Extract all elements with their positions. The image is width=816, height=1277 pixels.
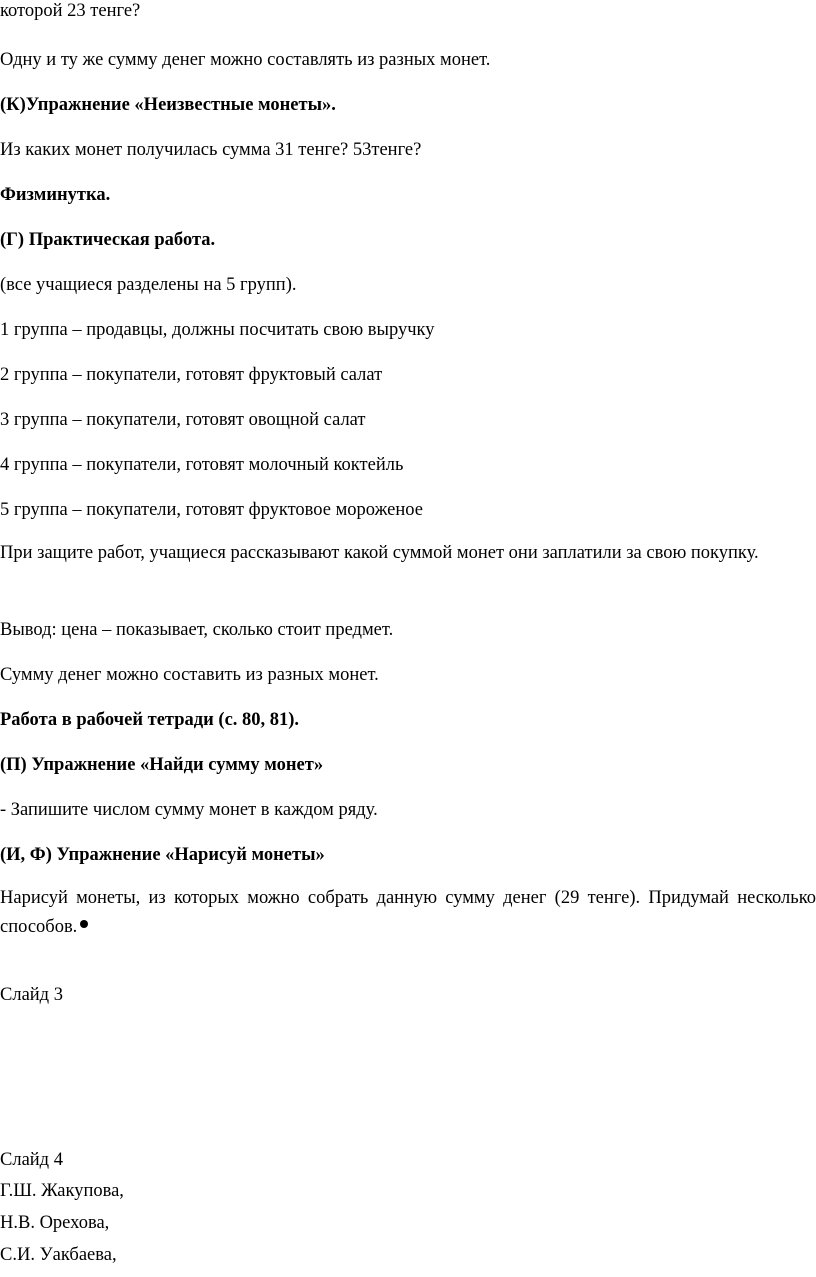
text-line: - Запишите числом сумму монет в каждом ряду. bbox=[0, 800, 378, 820]
bullet-icon bbox=[80, 920, 88, 928]
list-item: 2 группа – покупатели, готовят фруктовый салат bbox=[0, 365, 383, 385]
text-line: которой 23 тенге? bbox=[0, 1, 141, 21]
text-line: Сумму денег можно составить из разных монет. bbox=[0, 665, 379, 685]
section-heading: Физминутка. bbox=[0, 185, 111, 205]
section-heading: (Г) Практическая работа. bbox=[0, 230, 216, 250]
author-name: Г.Ш. Жакупова, bbox=[0, 1181, 124, 1201]
author-name: С.И. Уакбаева, bbox=[0, 1245, 117, 1265]
slide-label: Слайд 3 bbox=[0, 985, 63, 1005]
exercise-heading: (И, Ф) Упражнение «Нарисуй монеты» bbox=[0, 845, 325, 865]
exercise-heading: (П) Упражнение «Найди сумму монет» bbox=[0, 755, 324, 775]
list-item: 5 группа – покупатели, готовят фруктовое мороженое bbox=[0, 500, 423, 520]
paragraph-text: Нарисуй монеты, из которых можно собрать данную сумму денег (29 тенге). Придумай несколько способов. bbox=[0, 888, 816, 937]
section-heading: Работа в рабочей тетради (с. 80, 81). bbox=[0, 710, 300, 730]
text-paragraph: При защите работ, учащиеся рассказывают какой суммой монет они заплатили за свою покупку. bbox=[0, 543, 759, 563]
text-line: Одну и ту же сумму денег можно составлять из разных монет. bbox=[0, 50, 491, 70]
text-line: (все учащиеся разделены на 5 групп). bbox=[0, 275, 297, 295]
exercise-heading: (К)Упражнение «Неизвестные монеты». bbox=[0, 95, 336, 115]
author-name: Н.В. Орехова, bbox=[0, 1213, 110, 1233]
text-line: Из каких монет получилась сумма 31 тенге? 53тенге? bbox=[0, 140, 422, 160]
list-item: 3 группа – покупатели, готовят овощной салат bbox=[0, 410, 366, 430]
text-line: Вывод: цена – показывает, сколько стоит предмет. bbox=[0, 620, 394, 640]
slide-label: Слайд 4 bbox=[0, 1150, 63, 1170]
list-item: 1 группа – продавцы, должны посчитать свою выручку bbox=[0, 320, 435, 340]
list-item: 4 группа – покупатели, готовят молочный коктейль bbox=[0, 455, 404, 475]
text-paragraph bbox=[0, 884, 816, 942]
